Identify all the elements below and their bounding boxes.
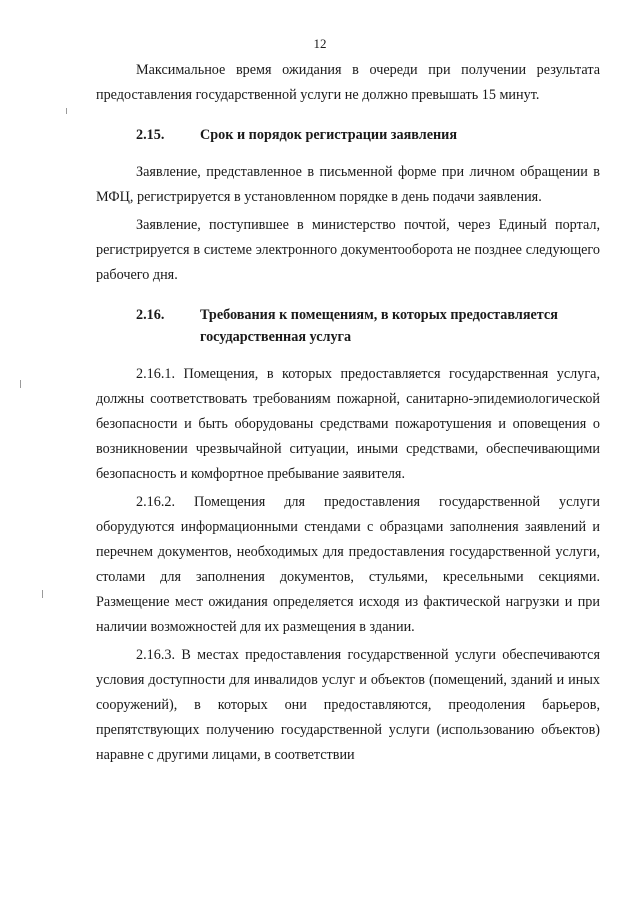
section-title: Требования к помещениям, в которых предоставляется государственная услуга	[200, 307, 558, 345]
section-number: 2.16.	[136, 307, 165, 323]
paragraph-2-16-3: 2.16.3. В местах предоставления государственной услуги обеспечиваются условия доступности для инвалидов услуг и объектов (помещений, зданий и иных сооружений), в которых они предоставляются, преодоления барьеров, препятствующих получению государственной услуги (использованию объектов) наравне с другими лицами, в соответствии	[96, 647, 600, 763]
paragraph-registration-mail: Заявление, поступившее в министерство почтой, через Единый портал, регистрируется в системе электронного документооборота не позднее следующего рабочего дня.	[96, 217, 600, 283]
paragraph-2-16-1: 2.16.1. Помещения, в которых предоставляется государственная услуга, должны соответствовать требованиям пожарной, санитарно-эпидемиологической безопасности и быть оборудованы средствами пожаротушения и оповещения о возникновении чрезвычайной ситуации, иными средствами, обеспечивающими безопасность и комфортное пребывание заявителя.	[96, 366, 600, 482]
scan-margin-mark	[42, 590, 43, 598]
section-number: 2.15.	[136, 127, 165, 143]
section-title: Срок и порядок регистрации заявления	[200, 127, 458, 143]
section-heading-2-15	[96, 124, 600, 146]
paragraph-registration-mfc: Заявление, представленное в письменной форме при личном обращении в МФЦ, регистрируется в установленном порядке в день подачи заявления.	[96, 164, 600, 205]
document-body	[96, 58, 600, 768]
section-heading-2-16	[96, 304, 600, 348]
scan-margin-mark	[20, 380, 21, 388]
paragraph-waiting-time: Максимальное время ожидания в очереди при получении результата предоставления государственной услуги не должно превышать 15 минут.	[96, 62, 600, 103]
scan-margin-mark	[66, 108, 67, 114]
paragraph-2-16-2: 2.16.2. Помещения для предоставления государственной услуги оборудуются информационными стендами с образцами заполнения заявлений и перечнем документов, необходимых для предоставления государственной услуги, столами для заполнения документов, стульями, кресельными секциями. Размещение мест ожидания определяется исходя из фактической нагрузки и при наличии возможностей для их размещения в здании.	[96, 494, 600, 635]
page-number: 12	[313, 36, 327, 51]
